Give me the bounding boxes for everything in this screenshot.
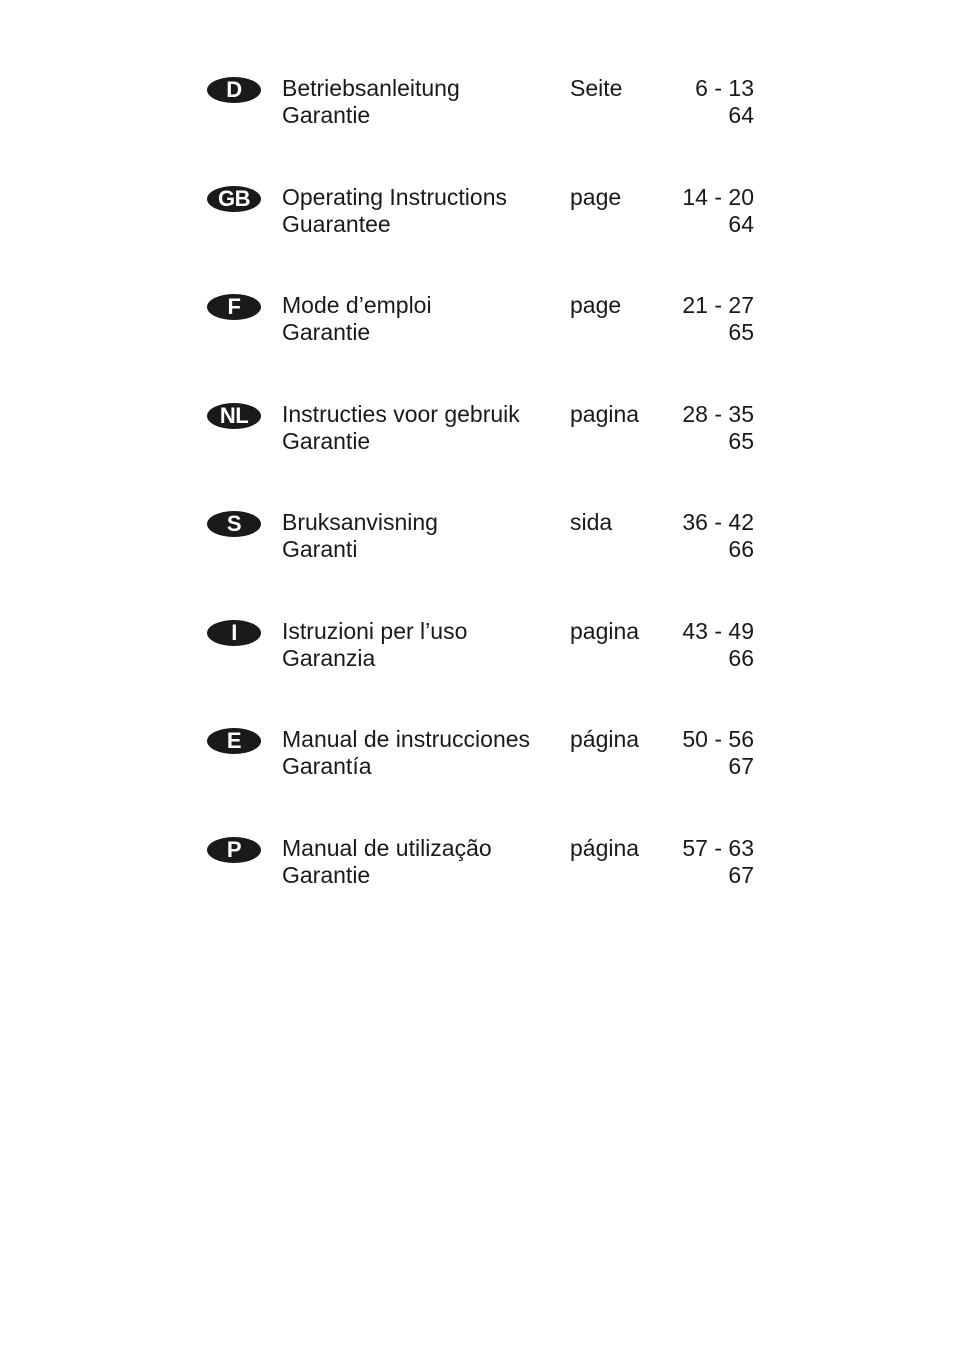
manual-title: Instructies voor gebruik [282, 400, 520, 427]
guarantee-label: Garantie [282, 427, 371, 454]
page-word: pagina [570, 400, 640, 427]
guarantee-label: Garantie [282, 861, 371, 888]
toc-entry-pt [207, 834, 767, 943]
manual-title: Bruksanvisning [282, 509, 438, 535]
page-word: page [570, 292, 622, 318]
toc-entry-it [207, 617, 767, 726]
guarantee-page: 64 [728, 102, 754, 128]
table-of-contents [207, 74, 767, 942]
toc-entry-de [207, 74, 767, 183]
page-word: página [570, 834, 640, 861]
toc-entry-fr [207, 291, 767, 400]
toc-entry-gb [207, 183, 767, 292]
language-badge: D [207, 77, 261, 103]
guarantee-label: Garantie [282, 319, 371, 345]
page-range: 14 - 20 [682, 183, 754, 210]
page-word: sida [570, 509, 613, 535]
page-range: 36 - 42 [682, 509, 754, 535]
guarantee-page: 67 [728, 753, 754, 779]
guarantee-page: 65 [728, 427, 754, 454]
manual-title: Istruzioni per l’uso [282, 617, 468, 644]
page-word: page [570, 183, 622, 210]
language-badge: S [207, 511, 261, 537]
language-badge: I [207, 620, 261, 646]
toc-entry-nl [207, 400, 767, 509]
page-range: 6 - 13 [695, 75, 754, 101]
page-range: 50 - 56 [682, 726, 754, 752]
toc-entry-se [207, 508, 767, 617]
guarantee-label: Guarantee [282, 210, 391, 237]
guarantee-page: 64 [728, 210, 754, 237]
manual-title: Manual de instrucciones [282, 726, 531, 752]
manual-title: Manual de utilização [282, 834, 492, 861]
guarantee-page: 65 [728, 319, 754, 345]
toc-entry-es [207, 725, 767, 834]
page-range: 57 - 63 [682, 834, 754, 861]
language-badge: E [207, 728, 261, 754]
page-word: Seite [570, 75, 623, 101]
page-range: 43 - 49 [682, 617, 754, 644]
language-badge: NL [207, 403, 261, 429]
manual-title: Mode d’emploi [282, 292, 432, 318]
page-range: 28 - 35 [682, 400, 754, 427]
guarantee-label: Garantie [282, 102, 371, 128]
guarantee-label: Garantía [282, 753, 372, 779]
guarantee-label: Garanti [282, 536, 358, 562]
manual-title: Operating Instructions [282, 183, 508, 210]
guarantee-page: 66 [728, 644, 754, 671]
page-word: página [570, 726, 640, 752]
guarantee-page: 66 [728, 536, 754, 562]
language-badge: F [207, 294, 261, 320]
language-badge: GB [207, 186, 261, 212]
language-badge: P [207, 837, 261, 863]
manual-title: Betriebsanleitung [282, 75, 460, 101]
guarantee-page: 67 [728, 861, 754, 888]
page-word: pagina [570, 617, 640, 644]
guarantee-label: Garanzia [282, 644, 376, 671]
page-range: 21 - 27 [682, 292, 754, 318]
